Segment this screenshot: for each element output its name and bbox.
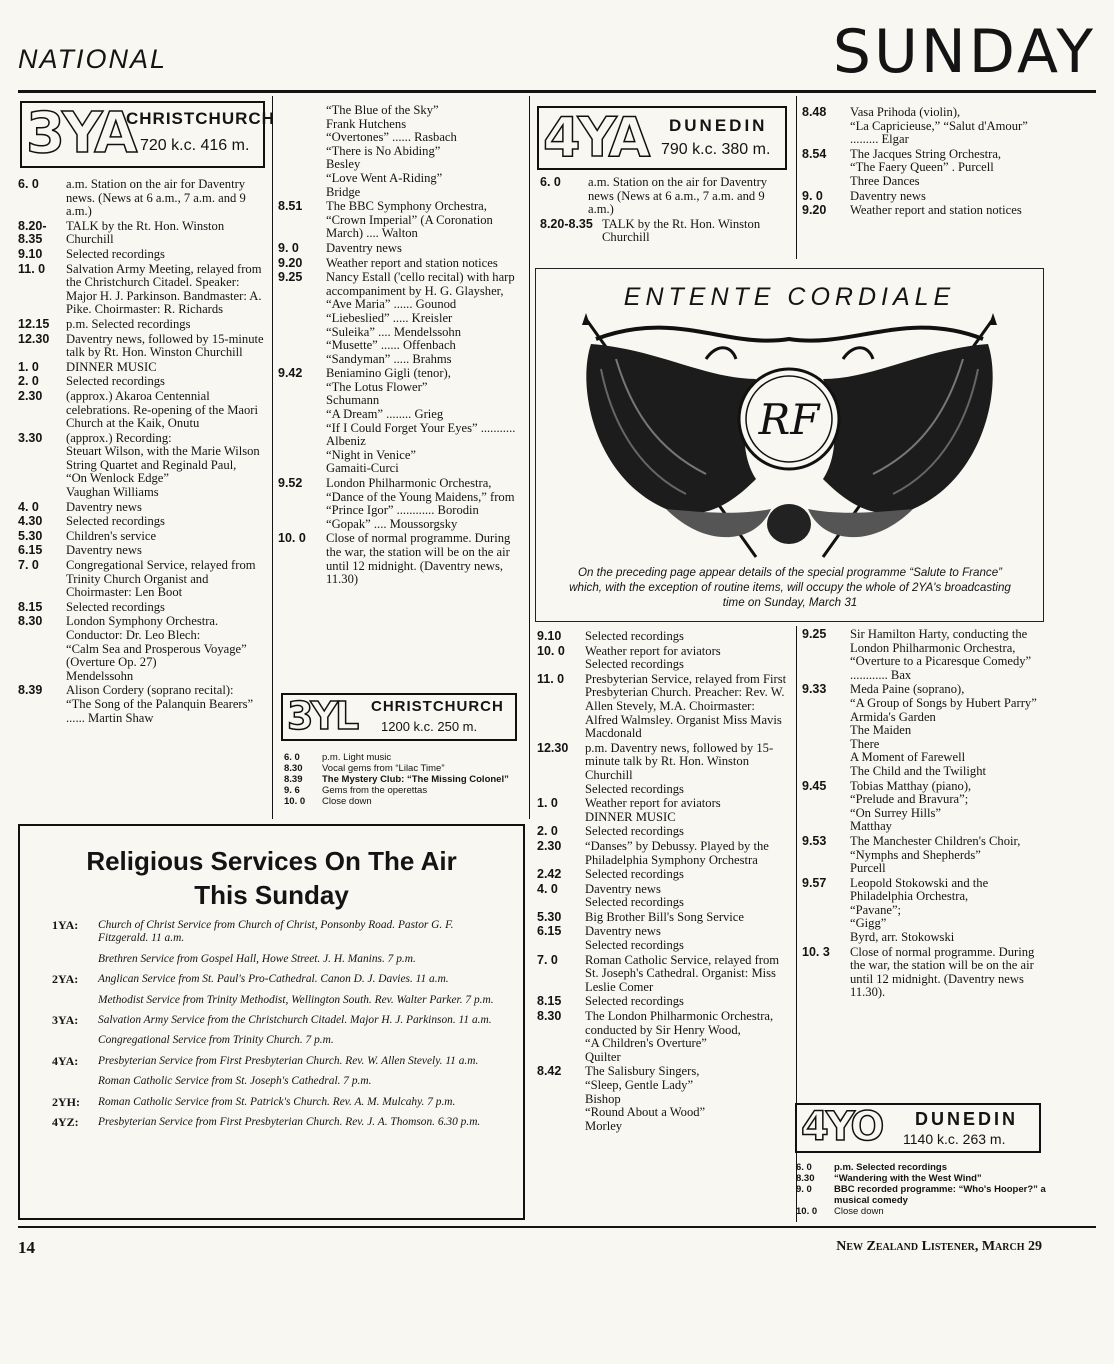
service-entry: 4YA: Presbyterian Service from First Presbyterian Church. Rev. W. Allen Stevely. 11 a.m. Roman Catholic Service from St. Joseph's Cathedral. 7 p.m. (52, 1053, 479, 1088)
programme-entry: 4.30 Selected recordings (18, 514, 165, 529)
programme-entry: 9.57 Leopold Stokowski and the Philadelphia Orchestra, “Pavane”; “Gigg” Byrd, arr. Stokowski (802, 875, 989, 945)
programme-entry: 2.30 “Danses” by Debussy. Played by the Philadelphia Symphony Orchestra (537, 838, 769, 867)
station-banner-4yo (795, 1103, 1041, 1153)
programme-entry: 9.20 Weather report and station notices (278, 255, 498, 270)
publication-footer: New Zealand Listener, March 29 (836, 1239, 1042, 1254)
station-call-4ya: 4YA (543, 106, 648, 169)
programme-entry: 8.39 The Mystery Club: “The Missing Colonel” (284, 774, 509, 785)
programme-entry: 6.15 Daventry news (18, 543, 142, 558)
religious-services-box (18, 824, 525, 1220)
schedule-3ya (18, 178, 268, 726)
programme-entry: 10. 0 Close down (796, 1206, 884, 1217)
programme-entry: 12.15 p.m. Selected recordings (18, 316, 191, 331)
station-call-3yl: 3YL (287, 694, 357, 738)
programme-entry: 6. 0 a.m. Station on the air for Daventry news (News at 6 a.m., 7 a.m. and 9 a.m.) (540, 175, 768, 217)
station-city: CHRISTCHURCH (371, 698, 504, 715)
religious-services-title: Religious Services On The Air This Sunday (86, 846, 457, 910)
programme-entry: 3.30 (approx.) Recording: Steuart Wilson, with the Marie Wilson String Quartet and Reginald Paul, “On Wenlock Edge” Vaughan Williams (18, 430, 260, 500)
programme-entry: 6. 0 a.m. Station on the air for Daventry news. (News at 6 a.m., 7 a.m. and 9 a.m.) (18, 177, 246, 219)
programme-entry: 9. 0 Daventry news (802, 188, 926, 203)
entente-caption: On the preceding page appear details of the special programme “Salute to France” which, with the exception of routine items, will occupy the whole of 2YA's broadcasting time on Sunday, March 31 (569, 566, 1011, 609)
programme-entry: 6.15 Daventry news Selected recordings (537, 924, 684, 953)
programme-entry: 11. 0 Salvation Army Meeting, relayed from the Christchurch Citadel. Speaker: Major H. J. Parkinson. Bandmaster: A. Pike. Choirmaster: R. Richards (18, 261, 262, 317)
header-rule (18, 90, 1096, 93)
programme-entry: 8.20-8.35 TALK by the Rt. Hon. Winston Churchill (540, 216, 761, 245)
station-city: DUNEDIN (915, 1109, 1019, 1129)
page-number: 14 (18, 1238, 35, 1257)
column-divider (796, 96, 797, 259)
programme-entry: 2.30 (approx.) Akaroa Centennial celebrations. Re-opening of the Maori Church at the Kaik, Onutu (18, 388, 258, 431)
programme-entry: 5.30 Big Brother Bill's Song Service (537, 909, 744, 924)
programme-entry: 8.42 The Salisbury Singers, “Sleep, Gentle Lady” Bishop “Round About a Wood” Morley (537, 1064, 706, 1133)
programme-entry: 8.15 Selected recordings (537, 994, 684, 1009)
station-banner-4ya (537, 106, 787, 170)
station-city: DUNEDIN (669, 116, 768, 135)
programme-entry: 8.30 “Wandering with the West Wind” (796, 1173, 982, 1184)
programme-entry: 2.42 Selected recordings (537, 867, 684, 882)
programme-entry: 9.53 The Manchester Children's Choir, “Nymphs and Shepherds” Purcell (802, 833, 1021, 876)
programme-entry: 9.45 Tobias Matthay (piano), “Prelude and Bravura”; “On Surrey Hills” Matthay (802, 778, 972, 834)
programme-entry: 8.30 London Symphony Orchestra. Conductor: Dr. Leo Blech: “Calm Sea and Prosperous Voyage” (Overture Op. 27) Mendelssohn (18, 614, 247, 683)
service-entry: 4YZ: Presbyterian Service from First Presbyterian Church. Rev. J. A. Thomson. 6.30 p.m. (52, 1115, 481, 1130)
entente-cordiale-panel (535, 268, 1044, 622)
programme-entry: 2. 0 Selected recordings (18, 374, 165, 389)
schedule-3ya-continued (278, 104, 522, 588)
programme-entry: 8.54 The Jacques String Orchestra, “The Faery Queen” . Purcell Three Dances (802, 146, 1002, 188)
programme-entry: 5.30 Children's service (18, 528, 157, 543)
column-divider (272, 96, 273, 819)
programme-entry: 4. 0 Daventry news Selected recordings (537, 881, 684, 910)
programme-entry: 8.48 Vasa Prihoda (violin), “La Capricieuse,” “Salut d'Amour” ......... Elgar (802, 105, 1028, 147)
programme-entry: 8.20-8.35 TALK by the Rt. Hon. Winston Churchill (18, 218, 225, 247)
programme-entry: 9.33 Meda Paine (soprano), “A Group of Songs by Hubert Parry” Armida's Garden The Maiden There A Moment of Farewell The Child and the Twilight (802, 682, 1037, 778)
programme-entry: 6. 0 p.m. Selected recordings (796, 1162, 947, 1173)
station-frequency: 790 k.c. 380 m. (661, 141, 771, 158)
programme-entry: 9.10 Selected recordings (537, 629, 684, 643)
service-entry: 1YA: Church of Christ Service from Church of Christ, Ponsonby Road. Pastor G. F. Fitzgerald. 11 a.m. Brethren Service from Gospel Hall, Howe Street. J. H. Manins. 7 p.m. (52, 918, 454, 965)
station-frequency: 1200 k.c. 250 m. (381, 719, 478, 734)
schedule-3yl (284, 752, 524, 807)
programme-entry: 9.25 Sir Hamilton Harty, conducting the London Philharmonic Orchestra, “Overture to a Picaresque Comedy” ............ Bax (802, 627, 1032, 682)
programme-entry: 9. 6 Gems from the operettas (284, 785, 428, 796)
station-banner-3yl (281, 693, 517, 741)
entente-title: ENTENTE CORDIALE (623, 283, 956, 311)
station-banner-3ya (20, 101, 275, 168)
programme-entry: 1. 0 Weather report for aviators DINNER MUSIC (537, 796, 721, 824)
schedule-4ya-continued (537, 630, 787, 1134)
station-call-4yo: 4YO (801, 1104, 882, 1150)
station-call-3ya: 3YA (26, 101, 135, 166)
programme-entry: 8.51 The BBC Symphony Orchestra, “Crown Imperial” (A Coronation March) .... Walton (278, 199, 493, 241)
programme-entry: 10. 0 Weather report for aviators Selected recordings (537, 643, 721, 672)
programme-entry: 1. 0 DINNER MUSIC (18, 359, 157, 374)
service-entry: 2YA: Anglican Service from St. Paul's Pro-Cathedral. Canon D. J. Davies. 11 a.m. Methodist Service from Trinity Methodist, Wellington South. Rev. Walter Parker. 7 p.m. (52, 972, 494, 1006)
station-frequency: 1140 k.c. 263 m. (903, 1131, 1006, 1147)
day-title: SUNDAY (832, 17, 1096, 87)
column-divider (529, 96, 530, 819)
programme-entry: 10. 0 Close down (284, 796, 372, 807)
programme-entry: “The Blue of the Sky” Frank Hutchens “Overtones” ...... Rasbach “There is No Abiding” Besley “Love Went A-Riding” Bridge (326, 103, 457, 199)
religious-services-list (52, 912, 504, 1129)
programme-entry: 8.39 Alison Cordery (soprano recital): “The Song of the Palanquin Bearers” ...... Martin Shaw (18, 683, 254, 725)
service-entry: 2YH: Roman Catholic Service from St. Patrick's Church. Rev. A. M. Mulcahy. 7 p.m. (52, 1094, 456, 1109)
schedule-4ya-top-right (802, 106, 1046, 219)
programme-entry: 6. 0 p.m. Light music (284, 752, 392, 763)
programme-entry: 9.52 London Philharmonic Orchestra, “Dance of the Young Maidens,” from “Prince Igor” ............ Borodin “Gopak” .... Moussorgsky (278, 476, 515, 531)
programme-entry: 9.42 Beniamino Gigli (tenor), “The Lotus Flower” Schumann “A Dream” ........ Grieg “If I Could Forget Your Eyes” ........... Albeniz “Night in Venice” Gamaiti-Curci (278, 366, 516, 476)
programme-entry: 12.30 p.m. Daventry news, followed by 15-minute talk by Rt. Hon. Winston Churchill Selected recordings (537, 740, 774, 796)
station-frequency: 720 k.c. 416 m. (140, 137, 250, 154)
programme-entry: 8.15 Selected recordings (18, 599, 165, 614)
programme-entry: 12.30 Daventry news, followed by 15-minute talk by Rt. Hon. Winston Churchill (18, 331, 264, 360)
programme-entry: 9. 0 Daventry news (278, 240, 402, 255)
station-city: CHRISTCHURCH (126, 109, 275, 128)
section-label: NATIONAL (18, 44, 168, 74)
programme-entry: 8.30 The London Philharmonic Orchestra, conducted by Sir Henry Wood, “A Children's Overture” Quilter (537, 1009, 774, 1064)
schedule-4ya-late (802, 628, 1044, 1001)
programme-entry: 11. 0 Presbyterian Service, relayed from First Presbyterian Church. Preacher: Rev. W. Allen Stevely, M.A. Choirmaster: Alfred Walmsley. Organist Miss Mavis Macdonald (537, 671, 787, 741)
schedule-4yo (796, 1162, 1046, 1217)
programme-entry: 2. 0 Selected recordings (537, 824, 684, 839)
programme-entry: 9.25 Nancy Estall ('cello recital) with harp accompaniment by H. G. Glaysher, “Ave Maria” ...... Gounod “Liebeslied” ..... Kreisler “Suleika” .... Mendelssohn “Musette” ...... Offenbach “Sandyman” ..... Brahms (278, 270, 515, 366)
service-entry: 3YA: Salvation Army Service from the Christchurch Citadel. Major H. J. Parkinson. 11 a.m. Congregational Service from Trinity Church. 7 p.m. (52, 1013, 492, 1047)
flags-illustration (556, 309, 1023, 559)
rf-monogram: RF (758, 395, 820, 444)
programme-entry: 9.20 Weather report and station notices (802, 203, 1022, 218)
schedule-4ya (540, 176, 788, 246)
programme-entry: 10. 3 Close of normal programme. During the war, the station will be on the air until 12 midnight. (Daventry news 11.30). (802, 944, 1035, 1000)
programme-entry: 8.30 Vocal gems from “Lilac Time” (284, 763, 445, 774)
programme-entry: 9.10 Selected recordings (18, 246, 165, 261)
programme-entry: 9. 0 BBC recorded programme: “Who's Hooper?” a musical comedy (796, 1184, 1046, 1206)
programme-entry: 4. 0 Daventry news (18, 499, 142, 514)
programme-entry: 7. 0 Congregational Service, relayed from Trinity Church Organist and Choirmaster: Len Boot (18, 558, 256, 600)
footer-rule (18, 1226, 1096, 1228)
programme-entry: 10. 0 Close of normal programme. During the war, the station will be on the air until 12 midnight. (Daventry news, 11.30) (278, 531, 511, 587)
programme-entry: 7. 0 Roman Catholic Service, relayed from St. Joseph's Cathedral. Organist: Miss Leslie Comer (537, 952, 780, 994)
